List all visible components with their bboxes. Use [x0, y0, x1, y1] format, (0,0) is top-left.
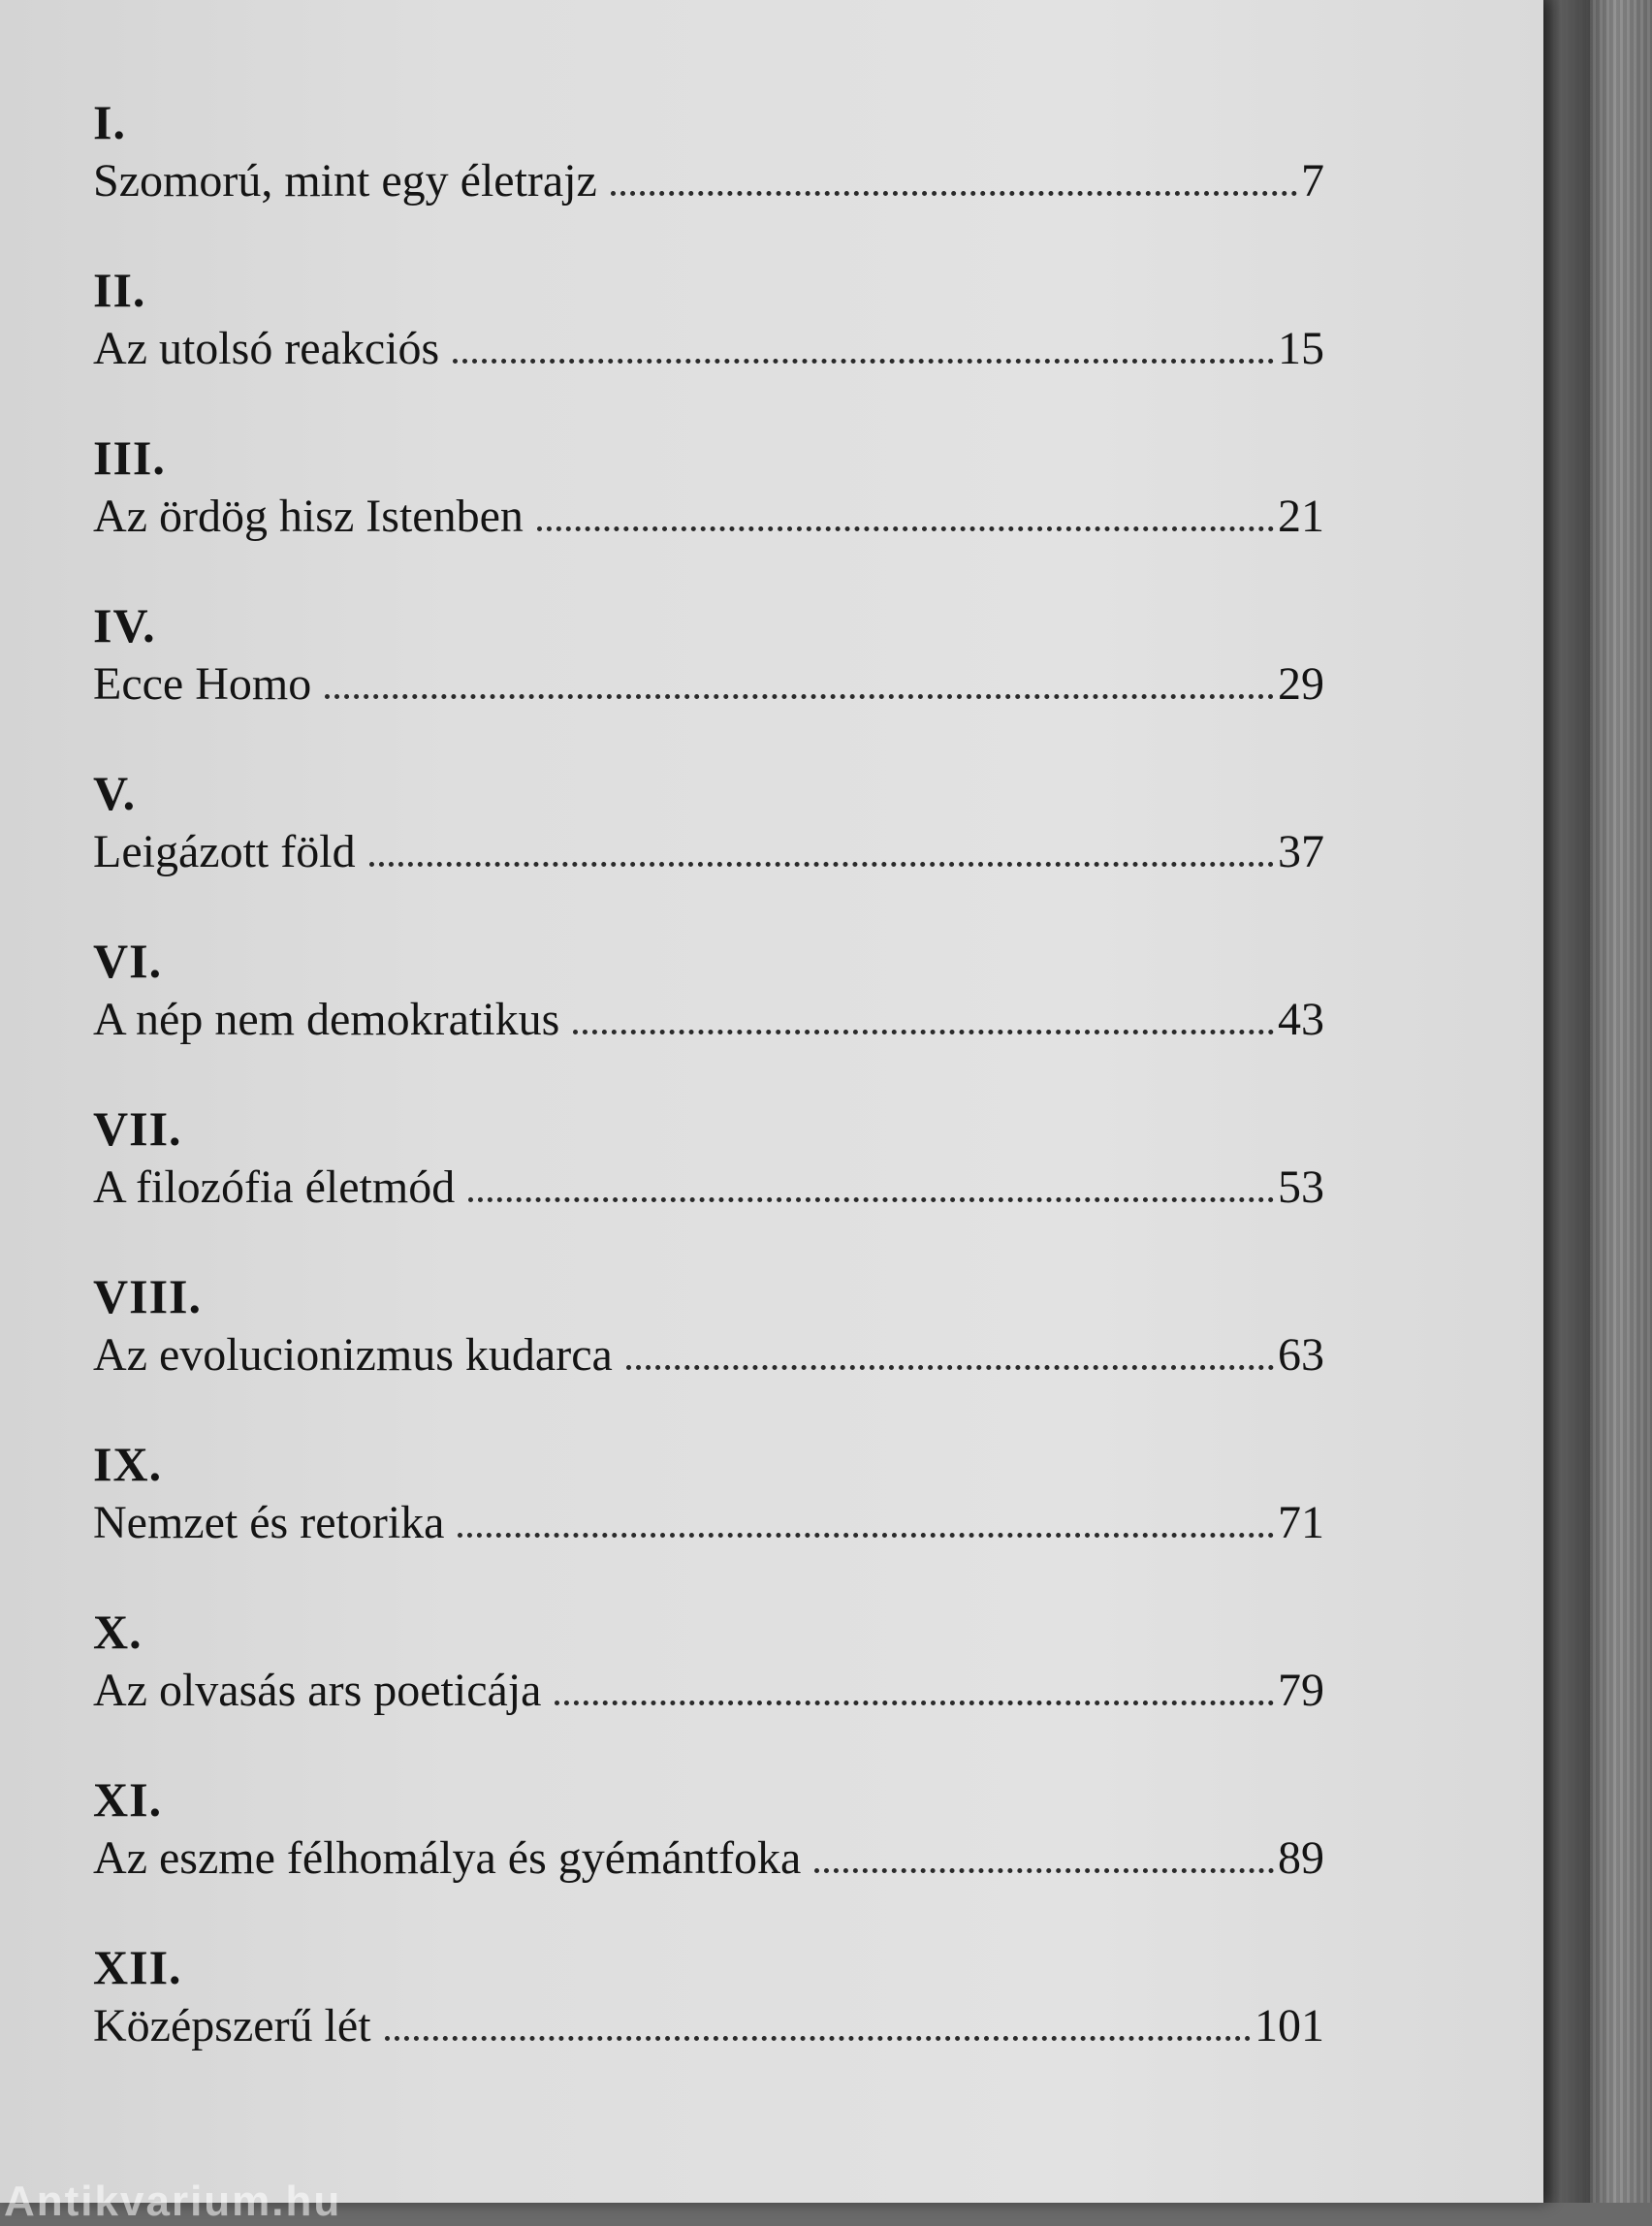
- chapter-numeral: II.: [93, 263, 146, 317]
- chapter-numeral: XII.: [93, 1940, 182, 1994]
- chapter-line: [93, 1828, 1324, 1889]
- dot-leader: [555, 1701, 1274, 1705]
- dot-leader: [325, 694, 1274, 699]
- dot-leader: [468, 1197, 1274, 1202]
- dot-leader: [611, 191, 1297, 196]
- watermark: Antikvarium.hu: [4, 2178, 342, 2225]
- toc-entry: [93, 93, 1324, 261]
- chapter-numeral: VI.: [93, 934, 163, 988]
- chapter-title: Ecce Homo: [93, 658, 312, 710]
- chapter-page-number: 7: [1301, 155, 1324, 207]
- toc-entry: [93, 1938, 1324, 2106]
- chapter-line: [93, 1158, 1324, 1218]
- toc-entry: [93, 1603, 1324, 1770]
- toc-entry: [93, 764, 1324, 932]
- dot-leader: [626, 1365, 1274, 1370]
- chapter-line: [93, 990, 1324, 1050]
- dot-leader: [453, 359, 1274, 364]
- chapter-title: Az eszme félhomálya és gyémántfoka: [93, 1832, 802, 1884]
- chapter-title: Az utolsó reakciós: [93, 323, 440, 374]
- toc-entry: [93, 932, 1324, 1099]
- table-of-contents: [93, 93, 1324, 2106]
- chapter-line: [93, 1661, 1324, 1721]
- chapter-numeral: X.: [93, 1605, 143, 1659]
- dot-leader: [573, 1030, 1274, 1034]
- chapter-page-number: 101: [1255, 2000, 1324, 2051]
- chapter-line: [93, 654, 1324, 715]
- chapter-page-number: 43: [1278, 994, 1324, 1045]
- chapter-title: Középszerű lét: [93, 2000, 371, 2051]
- dot-leader: [814, 1868, 1274, 1873]
- chapter-line: [93, 319, 1324, 379]
- chapter-title: Az ördög hisz Istenben: [93, 491, 524, 542]
- chapter-page-number: 37: [1278, 826, 1324, 877]
- chapter-page-number: 29: [1278, 658, 1324, 710]
- dot-leader: [385, 2036, 1251, 2041]
- chapter-page-number: 15: [1278, 323, 1324, 374]
- chapter-page-number: 89: [1278, 1832, 1324, 1884]
- chapter-title: A nép nem demokratikus: [93, 994, 560, 1045]
- toc-entry: [93, 261, 1324, 429]
- toc-entry: [93, 429, 1324, 596]
- chapter-page-number: 63: [1278, 1329, 1324, 1381]
- chapter-title: Az olvasás ars poeticája: [93, 1665, 542, 1716]
- book-cover-edge: [1541, 0, 1590, 2203]
- chapter-line: [93, 1493, 1324, 1553]
- chapter-title: Nemzet és retorika: [93, 1497, 445, 1548]
- chapter-line: [93, 1996, 1324, 2056]
- chapter-numeral: XI.: [93, 1772, 163, 1827]
- chapter-page-number: 71: [1278, 1497, 1324, 1548]
- chapter-numeral: VII.: [93, 1101, 182, 1156]
- toc-entry: [93, 1099, 1324, 1267]
- chapter-numeral: IX.: [93, 1437, 163, 1491]
- chapter-line: [93, 1325, 1324, 1385]
- toc-entry: [93, 596, 1324, 764]
- toc-entry: [93, 1770, 1324, 1938]
- dot-leader: [537, 526, 1274, 531]
- chapter-numeral: VIII.: [93, 1269, 202, 1323]
- chapter-line: [93, 151, 1324, 211]
- chapter-page-number: 79: [1278, 1665, 1324, 1716]
- dot-leader: [369, 862, 1274, 867]
- chapter-line: [93, 822, 1324, 882]
- chapter-title: Leigázott föld: [93, 826, 356, 877]
- chapter-page-number: 21: [1278, 491, 1324, 542]
- toc-entry: [93, 1435, 1324, 1603]
- dot-leader: [458, 1533, 1274, 1538]
- chapter-numeral: V.: [93, 766, 137, 820]
- chapter-title: Az evolucionizmus kudarca: [93, 1329, 613, 1381]
- chapter-title: Szomorú, mint egy életrajz: [93, 155, 597, 207]
- chapter-title: A filozófia életmód: [93, 1161, 456, 1213]
- chapter-numeral: I.: [93, 95, 126, 149]
- chapter-line: [93, 487, 1324, 547]
- chapter-numeral: IV.: [93, 598, 156, 652]
- chapter-numeral: III.: [93, 430, 166, 485]
- chapter-page-number: 53: [1278, 1161, 1324, 1213]
- toc-entry: [93, 1267, 1324, 1435]
